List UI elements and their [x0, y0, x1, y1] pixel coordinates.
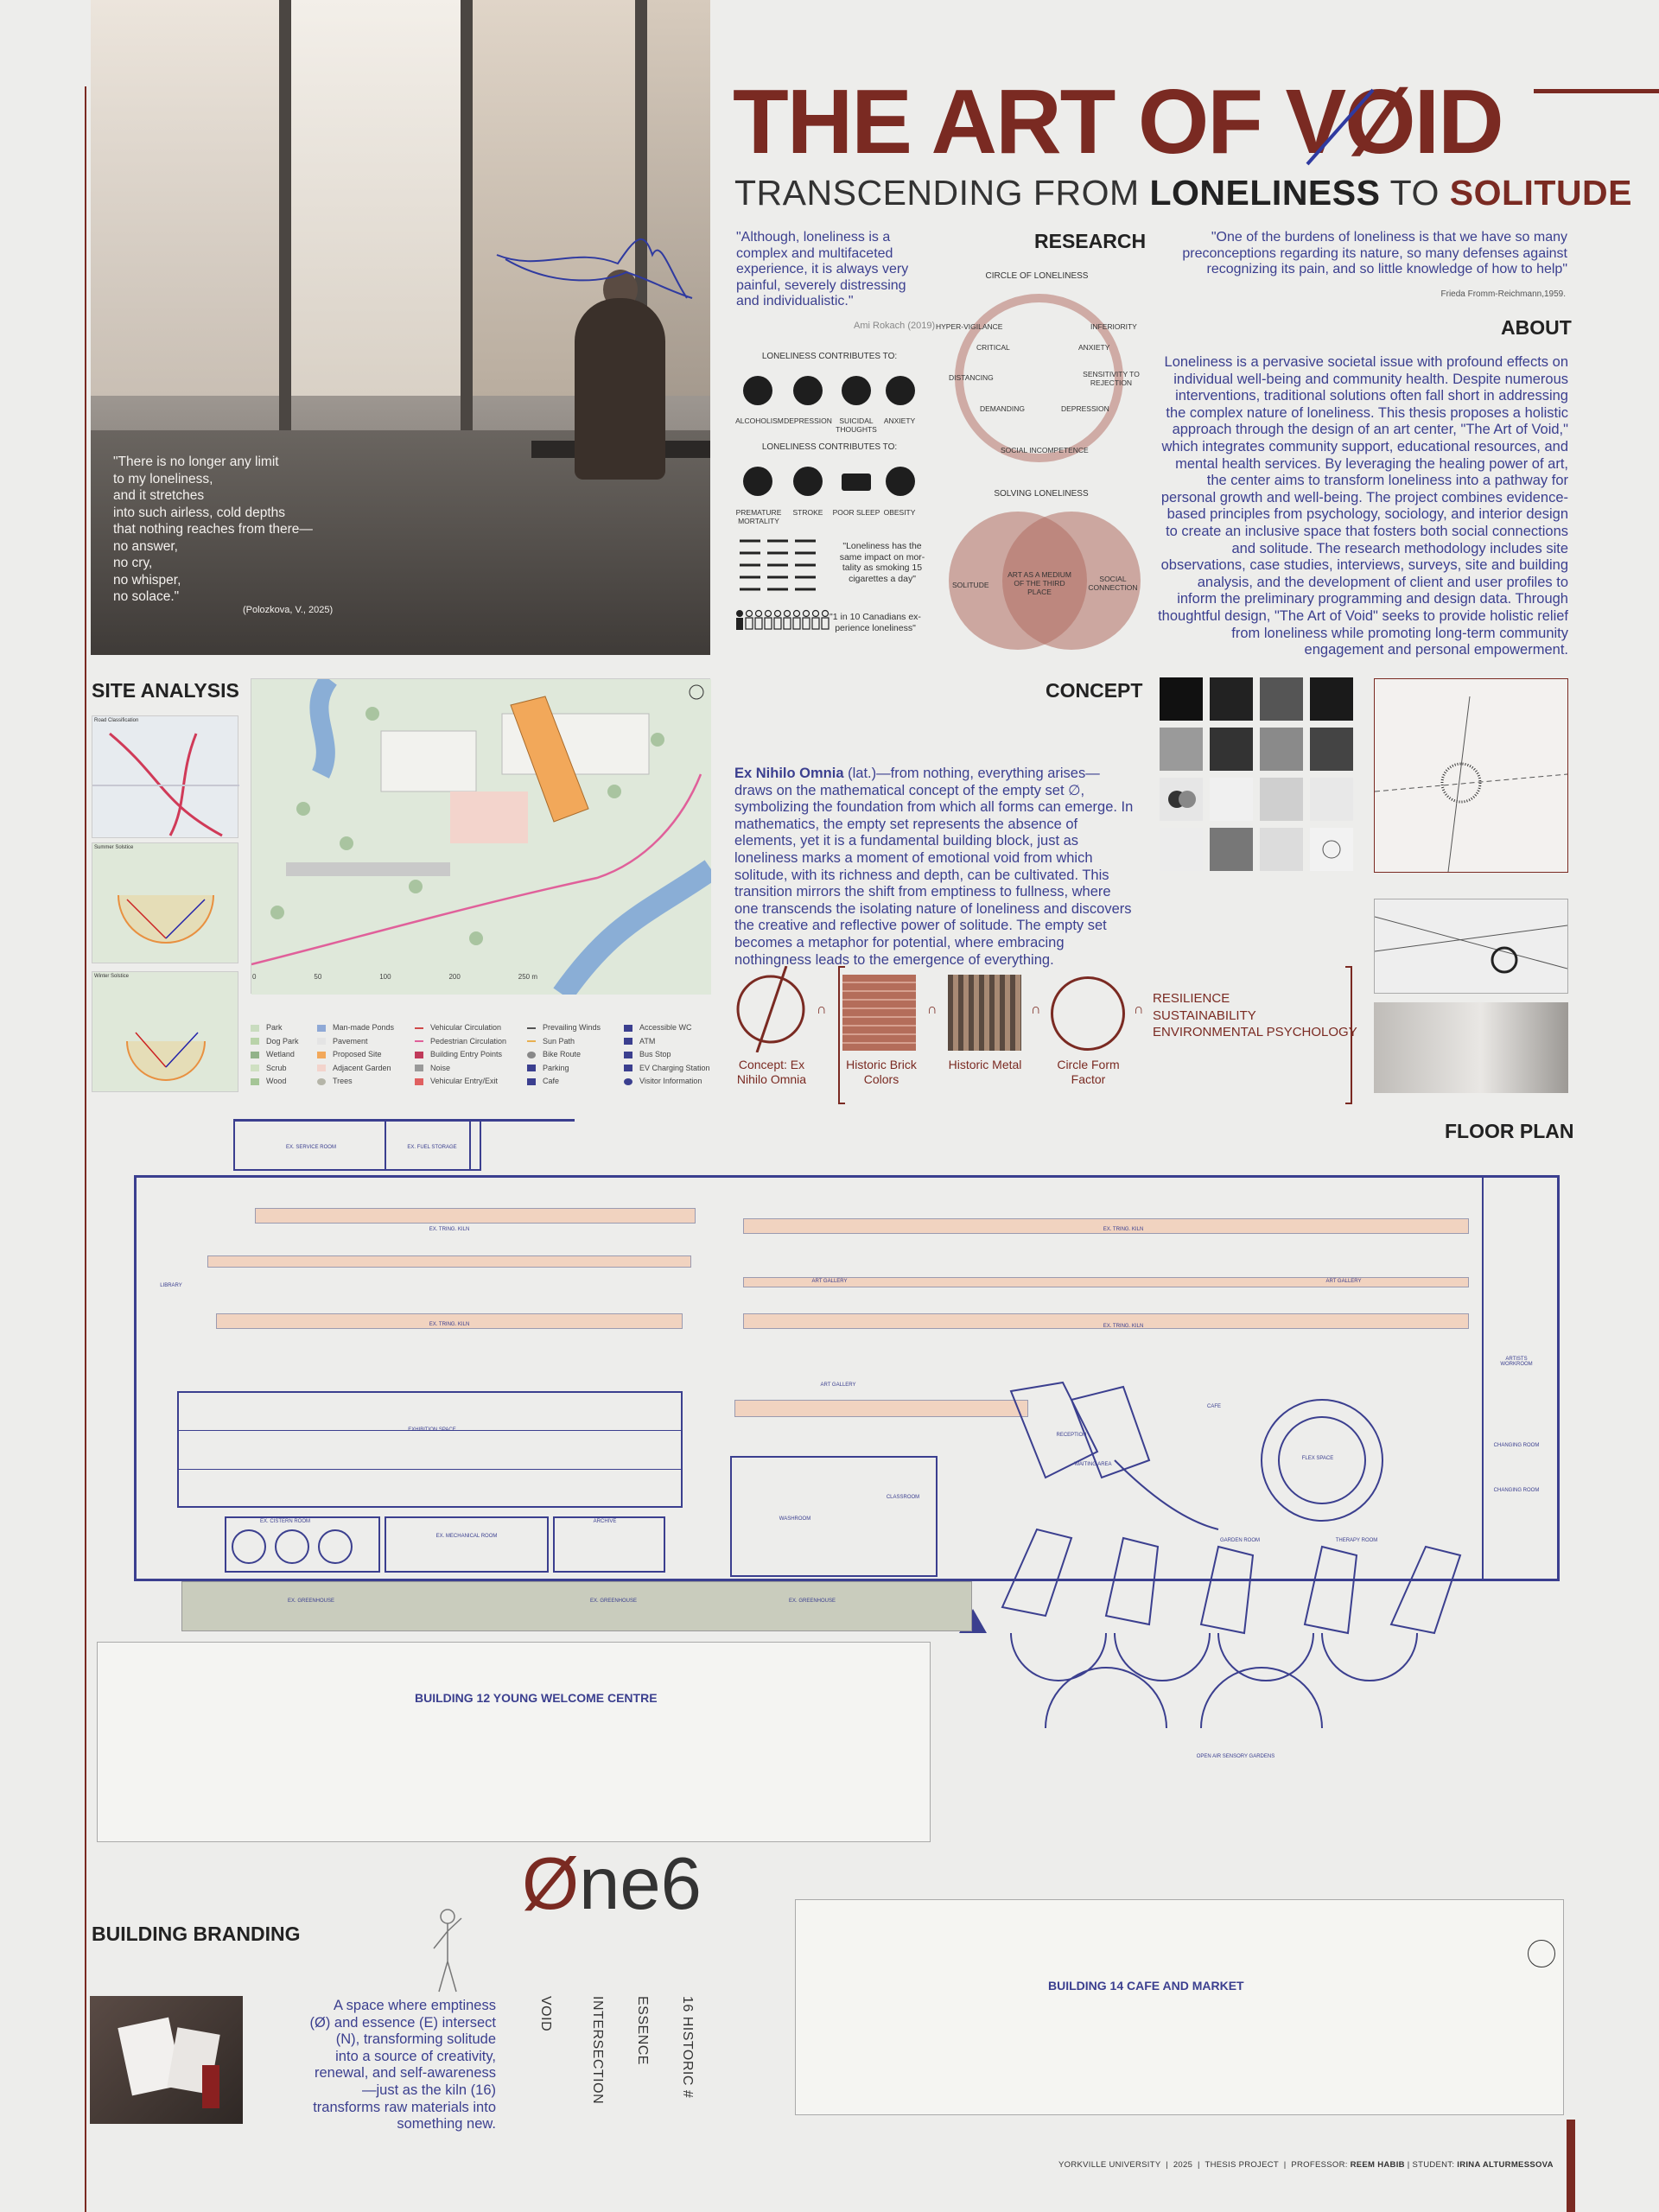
stat-canadians: "1 in 10 Canadians ex-perience loneliness" — [830, 612, 921, 633]
hero-cite: (Polozkova, V., 2025) — [243, 605, 334, 615]
mechanical-room — [385, 1516, 549, 1573]
circle-form-icon — [1051, 976, 1125, 1051]
intersect-icon: ∩ — [817, 1002, 827, 1017]
brand-void: VOID — [538, 1996, 553, 2032]
kiln-1 — [255, 1208, 696, 1224]
branding-text: A space where emptiness (Ø) and essence (E) intersect (N), transforming solitude into a source of creativity, renewal, and self-awareness—just as the kiln (16) transforms raw materials into something new. — [309, 1998, 496, 2133]
legend-col-2: Man-made Ponds Pavement Proposed Site Adjacent Garden Trees — [317, 1021, 394, 1089]
circle-label: DEPRESSION — [1061, 404, 1109, 413]
room-label: ART GALLERY — [820, 1382, 856, 1388]
person-figure — [575, 298, 665, 480]
concept-lead: Ex Nihilo Omnia — [734, 766, 844, 781]
contrib2-3: OBESITY — [883, 508, 916, 517]
concept-heading: CONCEPT — [1046, 679, 1143, 702]
brand-historic: 16 HISTORIC # — [680, 1996, 695, 2099]
contrib1-2: SUICIDAL THOUGHTS — [836, 416, 877, 434]
east-wing — [1482, 1175, 1560, 1581]
research-quote-right-cite: Frieda Fromm-Reichmann,1959. — [1440, 289, 1566, 299]
brain-icon — [793, 467, 823, 496]
room-label: ARCHIVE — [593, 1519, 617, 1524]
footer: YORKVILLE UNIVERSITY | 2025 | THESIS PROJECT | PROFESSOR: REEM HABIB | STUDENT: IRINA ALTURMESSOVA — [1058, 2160, 1554, 2170]
brand-intersection: INTERSECTION — [590, 1996, 605, 2105]
circle-label: HYPER-VIGILANCE — [936, 322, 1003, 331]
research-heading: RESEARCH — [1034, 230, 1147, 252]
metal-image — [948, 975, 1021, 1051]
room-label: EX. SERVICE ROOM — [286, 1145, 336, 1150]
brick-image — [842, 975, 916, 1051]
legend-col-3: Vehicular Circulation Pedestrian Circulation Building Entry Points Noise Vehicular Entry/Exit — [415, 1021, 506, 1089]
circle-label: DISTANCING — [949, 373, 994, 382]
site-heading: SITE ANALYSIS — [92, 679, 239, 702]
contrib2-title: LONELINESS CONTRIBUTES TO: — [761, 442, 898, 452]
venn-title: SOLVING LONELINESS — [994, 489, 1089, 499]
room-label: LIBRARY — [160, 1283, 182, 1288]
contrib2-1: STROKE — [792, 508, 823, 517]
intersect-icon: ∩ — [927, 1002, 938, 1017]
room-label: EX. GREENHOUSE — [287, 1599, 334, 1604]
hero-photo — [91, 0, 710, 655]
branding-heading: BUILDING BRANDING — [92, 1923, 301, 1945]
concept-item-0: Concept: Ex Nihilo Omnia — [736, 1058, 807, 1086]
room-label: RECEPTION — [1056, 1433, 1087, 1438]
room-label: CHANGING ROOM — [1493, 1443, 1540, 1448]
circle-label: INFERIORITY — [1090, 322, 1137, 331]
coffin-icon — [743, 467, 772, 496]
title-bar — [1534, 89, 1659, 93]
branding-mockup — [90, 1996, 243, 2124]
road-map: Road Classification — [92, 715, 238, 838]
alcohol-icon — [743, 376, 772, 405]
room-label: OPEN AIR SENSORY GARDENS — [1196, 1754, 1275, 1759]
stat-smoking: "Loneliness has the same impact on mor-tality as smoking 15 cigarettes a day" — [839, 541, 925, 584]
venn-mid-label: ART AS A MEDIUM OF THE THIRD PLACE — [1007, 570, 1071, 596]
room-label: THERAPY ROOM — [1335, 1538, 1378, 1543]
room-label: EX. TRING. KILN — [429, 1227, 470, 1232]
bed-icon — [842, 474, 871, 491]
contrib1-title: LONELINESS CONTRIBUTES TO: — [761, 352, 898, 361]
legend-col-4: Prevailing Winds Sun Path Bike Route Parking Cafe — [527, 1021, 601, 1089]
skull-icon — [842, 376, 871, 405]
bracket-right — [1345, 966, 1352, 1104]
empty-set-icon — [733, 966, 810, 1052]
concept-item-1: Historic Brick Colors — [846, 1058, 917, 1086]
room-label: WASHROOM — [779, 1516, 811, 1522]
building-12-label: BUILDING 12 YOUNG WELCOME CENTRE — [415, 1691, 658, 1705]
therapy-wing — [942, 1348, 1564, 1763]
brand-logo: Øne6 — [522, 1843, 702, 1925]
room-label: EX. GREENHOUSE — [788, 1599, 836, 1604]
concept-item-3: Circle Form Factor — [1057, 1058, 1120, 1086]
concept-item-2: Historic Metal — [948, 1058, 1022, 1071]
building-14-label: BUILDING 14 CAFE AND MARKET — [1048, 1979, 1244, 1993]
building-12 — [97, 1642, 931, 1842]
subtitle: TRANSCENDING FROM LONELINESS TO SOLITUDE — [734, 173, 1633, 213]
legend-col-1: Park Dog Park Wetland Scrub Wood — [251, 1021, 299, 1089]
concept-image-grid — [1160, 677, 1354, 873]
archive-room — [553, 1516, 665, 1573]
hero-quote: "There is no longer any limit to my loneliness, and it stretches into such airless, cold depths that nothing reaches from there— no answer, no cry, no whisper, no solace." — [113, 454, 313, 604]
concept-text: Ex Nihilo Omnia (lat.)—from nothing, everything arises—draws on the mathematical concept of the empty set ∅, symbolizing the foundation from which all forms can emerge. In mathematics, the empty set represents the absence of elements, yet it is a fundamental building block, just as loneliness marks a moment of emotional void from which solitude, with its richness and depth, can be cultivated. This transition mirrors the shift from emptiness to fullness, where one transcends the isolating nature of loneliness and discovers the creative and reflective power of solitude. The empty set becomes a metaphor for potential, where embracing nothingness leads to the emergence of everything. — [734, 766, 1134, 968]
void-o: Ø — [1344, 71, 1414, 173]
intersect-icon: ∩ — [1031, 1002, 1041, 1017]
room-label: FLEX SPACE — [1301, 1456, 1334, 1461]
room-label: GARDEN ROOM — [1219, 1538, 1260, 1543]
circle-label: CRITICAL — [976, 343, 1010, 352]
anxiety-icon — [886, 376, 915, 405]
circle-label: SENSITIVITY TO REJECTION — [1083, 370, 1140, 387]
concept-render — [1374, 1002, 1568, 1093]
venn-right-label: SOCIAL CONNECTION — [1088, 575, 1138, 592]
scale-bar: 0 50 100 200 250 m — [252, 973, 537, 981]
summer-solstice-map: Summer Solstice — [92, 842, 238, 963]
research-quote-right: "One of the burdens of loneliness is that we have so many preconceptions regarding its nature, so many defenses against recognizing its pain, and so little knowledge of how to help" — [1182, 230, 1567, 276]
contrib1-1: DEPRESSION — [784, 416, 832, 425]
room-label: EX. MECHANICAL ROOM — [435, 1534, 498, 1539]
contrib2-2: POOR SLEEP — [832, 508, 880, 517]
circle-label: SOCIAL INCOMPETENCE — [1001, 446, 1089, 454]
circle-label: ANXIETY — [1078, 343, 1110, 352]
building-14 — [795, 1899, 1564, 2115]
about-text: Loneliness is a pervasive societal issue with profound effects on individual well-being and community health. Despite numerous interventions, traditional solutions often fall short in addressing the complex nature of loneliness. This thesis proposes a holistic approach through the design of an art center, "The Art of Void," which integrates community support, educational resources, and mental health services. By leveraging the healing power of art, the center aims to transform loneliness into a pathway for personal growth and well-being. The project combines evidence-based principles from psychology, sociology, and interior design to create an inclusive space that fosters both social connections and solitude. The research methodology includes site observations, case studies, interviews, surveys, site and building analysis, and the development of client and user profiles to inform the preliminary programming and design data. Through thoughtful design, "The Art of Void" seeks to provide holistic relief from loneliness while promoting long-term community engagement and personal empowerment. — [1158, 354, 1568, 658]
contrib1-3: ANXIETY — [883, 416, 916, 425]
floor-heading: FLOOR PLAN — [1445, 1120, 1574, 1142]
concept-diagram — [1374, 678, 1568, 873]
room-label: EX. CISTERN ROOM — [259, 1519, 310, 1524]
venn-left-label: SOLITUDE — [952, 581, 989, 589]
winter-solstice-map: Winter Solstice — [92, 971, 238, 1092]
person-sketch-icon — [423, 1901, 475, 1996]
room-label: WAITING AREA — [1074, 1462, 1112, 1467]
research-quote-left-cite: Ami Rokach (2019) — [854, 321, 936, 331]
footer-bar — [1567, 2120, 1575, 2212]
depression-icon — [793, 376, 823, 405]
scale-icon — [886, 467, 915, 496]
room-label: ART GALLERY — [1325, 1279, 1362, 1284]
exhibition-space — [177, 1391, 683, 1508]
circle-title: CIRCLE OF LONELINESS — [985, 271, 1089, 281]
research-quote-left: "Although, loneliness is a complex and multifaceted experience, it is always very painful, severely distressing and individualistic." — [736, 230, 909, 308]
room-label: CHANGING ROOM — [1493, 1488, 1540, 1493]
page-title: THE ART OF VØID — [733, 71, 1503, 173]
room-label: EX. TRING. KILN — [1103, 1227, 1144, 1232]
contrib1-0: ALCOHOLISM — [735, 416, 784, 425]
concept-sketch — [1374, 899, 1568, 994]
room-label: EX. FUEL STORAGE — [407, 1145, 457, 1150]
room-label: ART GALLERY — [811, 1279, 848, 1284]
legend-col-5: Accessible WC ATM Bus Stop EV Charging Station Visitor Information — [624, 1021, 710, 1089]
contrib2-0: PREMATURE MORTALITY — [735, 508, 782, 525]
concept-values: RESILIENCE SUSTAINABILITY ENVIRONMENTAL PSYCHOLOGY — [1153, 991, 1357, 1039]
cigarettes-icon — [736, 536, 823, 596]
site-plan-map — [251, 678, 710, 994]
people-icon — [734, 609, 830, 632]
room-label: EX. GREENHOUSE — [589, 1599, 637, 1604]
room-label: ARTISTS WORKROOM — [1500, 1357, 1533, 1367]
intersect-icon: ∩ — [1134, 1002, 1144, 1017]
room-label: EX. TRING. KILN — [429, 1322, 470, 1327]
circle-label: DEMANDING — [980, 404, 1025, 413]
left-rule — [85, 86, 86, 2212]
brand-essence: ESSENCE — [635, 1996, 650, 2065]
sketch-overlay — [488, 220, 696, 315]
room-label: CLASSROOM — [886, 1495, 920, 1500]
room-label: EXHIBITION SPACE — [408, 1427, 456, 1433]
north-arrow-icon — [1528, 1940, 1555, 1967]
about-heading: ABOUT — [1501, 316, 1572, 339]
room-label: CAFE — [1206, 1404, 1221, 1409]
room-label: EX. TRING. KILN — [1103, 1324, 1144, 1329]
void-slash — [1300, 86, 1378, 168]
